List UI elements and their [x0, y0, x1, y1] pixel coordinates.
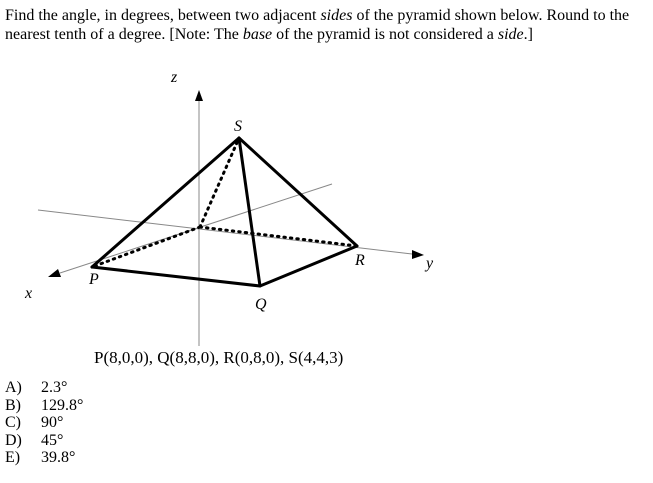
hidden-edge-os	[200, 138, 239, 227]
choice-e[interactable]	[5, 449, 83, 467]
choice-letter: D)	[5, 431, 22, 449]
choice-text: 45°	[41, 431, 64, 449]
choice-a[interactable]	[5, 379, 83, 397]
choice-letter: B)	[5, 396, 21, 414]
edge-sp	[92, 138, 239, 267]
choice-letter: E)	[5, 449, 21, 466]
choice-letter: A)	[5, 379, 22, 396]
edge-qr	[260, 246, 357, 286]
hidden-edge-op	[92, 227, 200, 267]
x-axis-arrow	[48, 269, 61, 277]
choice-text: 129.8°	[41, 396, 84, 414]
axis-label-y: y	[426, 255, 434, 272]
edge-sq	[239, 138, 260, 286]
vertex-label-p: P	[89, 271, 99, 288]
vertex-label-q: Q	[255, 296, 267, 313]
choice-d[interactable]	[5, 432, 83, 450]
problem-text: of the pyramid is not considered a	[272, 26, 498, 43]
emphasis-sides: sides	[320, 7, 353, 24]
emphasis-side: side	[497, 26, 524, 43]
y-axis-arrow	[412, 250, 424, 259]
problem-text: Find the angle, in degrees, between two adjacent	[5, 7, 321, 24]
choice-text: 2.3°	[41, 379, 68, 396]
problem-text: of the pyramid shown below. Round to the nearest tenth of a degree. [Note: The	[5, 7, 630, 43]
z-axis-arrow	[195, 90, 203, 101]
choice-text: 39.8°	[41, 449, 76, 466]
choice-c[interactable]	[5, 414, 83, 432]
vertex-coordinates: P(8,0,0), Q(8,8,0), R(0,8,0), S(4,4,3)	[94, 348, 344, 367]
axis-label-x: x	[25, 285, 33, 302]
axis-label-z: z	[171, 69, 178, 86]
answer-choices	[5, 379, 83, 467]
choice-letter: C)	[5, 414, 21, 431]
choice-text: 90°	[41, 414, 64, 431]
choice-b[interactable]	[5, 397, 83, 415]
vertex-label-s: S	[234, 118, 242, 135]
problem-text: .]	[523, 26, 533, 43]
hidden-edge-or	[200, 227, 357, 246]
vertex-label-r: R	[355, 252, 365, 269]
edge-sr	[239, 138, 357, 246]
edge-pq	[92, 267, 260, 286]
emphasis-base: base	[242, 26, 273, 43]
